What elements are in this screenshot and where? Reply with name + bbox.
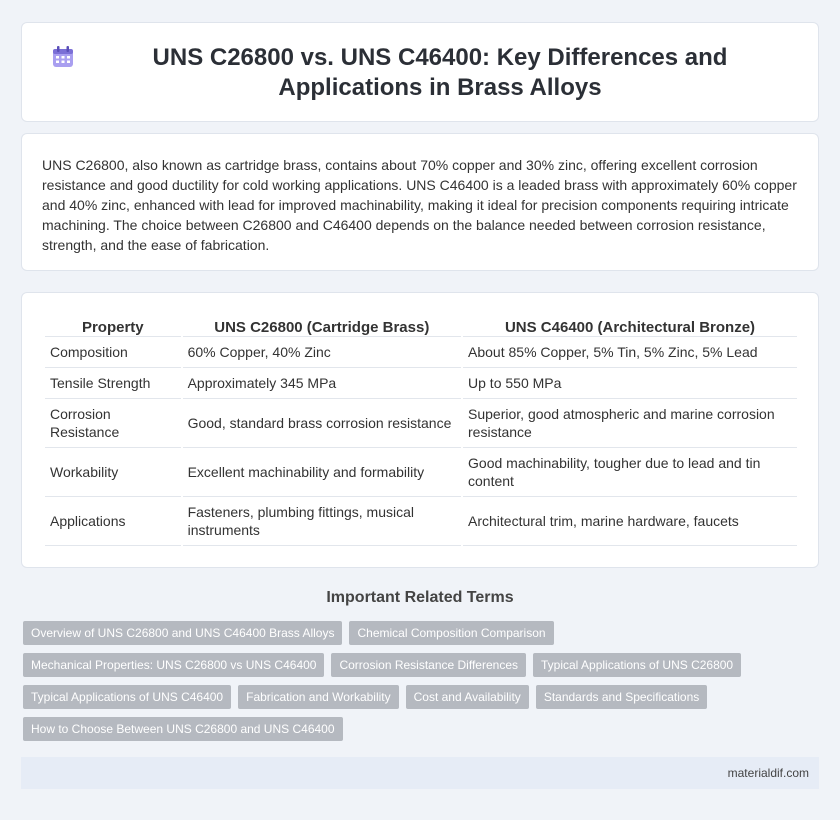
table-header-cell: Property <box>45 315 181 337</box>
table-cell: Applications <box>45 497 181 546</box>
table-cell: Excellent machinability and formability <box>183 448 461 497</box>
table-cell: Composition <box>45 337 181 368</box>
table-cell: Up to 550 MPa <box>463 368 797 399</box>
table-cell: Fasteners, plumbing fittings, musical instruments <box>183 497 461 546</box>
table-cell: Corrosion Resistance <box>45 399 181 448</box>
related-term-tag[interactable]: Typical Applications of UNS C46400 <box>23 685 231 709</box>
table-cell: Good, standard brass corrosion resistance <box>183 399 461 448</box>
table-row <box>45 368 797 399</box>
related-term-tag[interactable]: Overview of UNS C26800 and UNS C46400 Brass Alloys <box>23 621 342 645</box>
related-term-tag[interactable]: Cost and Availability <box>406 685 529 709</box>
table-cell: About 85% Copper, 5% Tin, 5% Zinc, 5% Lead <box>463 337 797 368</box>
table-header-row <box>45 315 797 337</box>
table-row <box>45 448 797 497</box>
related-term-tag[interactable]: How to Choose Between UNS C26800 and UNS C46400 <box>23 717 343 741</box>
table-row <box>45 497 797 546</box>
intro-card <box>21 133 819 271</box>
table-row <box>45 399 797 448</box>
related-term-tag[interactable]: Fabrication and Workability <box>238 685 399 709</box>
intro-paragraph: UNS C26800, also known as cartridge brass, contains about 70% copper and 30% zinc, offering excellent corrosion resistance and good ductility for cold working applications. UNS C46400 is a leaded brass with approximately 60% copper and 40% zinc, enhanced with lead for improved machinability, making it ideal for precision components requiring intricate machining. The choice between C26800 and C46400 depends on the balance needed between corrosion resistance, strength, and the ease of fabrication. <box>42 157 797 253</box>
table-cell: Workability <box>45 448 181 497</box>
related-term-tag[interactable]: Chemical Composition Comparison <box>349 621 553 645</box>
table-cell: Superior, good atmospheric and marine corrosion resistance <box>463 399 797 448</box>
related-term-tag[interactable]: Typical Applications of UNS C26800 <box>533 653 741 677</box>
footer-site-link[interactable]: materialdif.com <box>727 766 809 780</box>
title-wrap <box>52 43 788 103</box>
table-header-cell: UNS C26800 (Cartridge Brass) <box>183 315 461 337</box>
related-terms-title: Important Related Terms <box>326 589 514 606</box>
related-terms-tags <box>23 621 823 749</box>
table-cell: Tensile Strength <box>45 368 181 399</box>
table-row <box>45 337 797 368</box>
table-cell: Architectural trim, marine hardware, faucets <box>463 497 797 546</box>
comparison-table <box>43 315 799 546</box>
comparison-table-card <box>21 292 819 568</box>
table-cell: Approximately 345 MPa <box>183 368 461 399</box>
related-term-tag[interactable]: Standards and Specifications <box>536 685 707 709</box>
title-card <box>21 22 819 122</box>
table-header-cell: UNS C46400 (Architectural Bronze) <box>463 315 797 337</box>
page-title: UNS C26800 vs. UNS C46400: Key Differences and Applications in Brass Alloys <box>152 44 728 101</box>
table-cell: 60% Copper, 40% Zinc <box>183 337 461 368</box>
calendar-icon <box>52 46 74 73</box>
related-term-tag[interactable]: Corrosion Resistance Differences <box>331 653 526 677</box>
table-cell: Good machinability, tougher due to lead and tin content <box>463 448 797 497</box>
footer <box>21 757 819 789</box>
related-term-tag[interactable]: Mechanical Properties: UNS C26800 vs UNS C46400 <box>23 653 324 677</box>
